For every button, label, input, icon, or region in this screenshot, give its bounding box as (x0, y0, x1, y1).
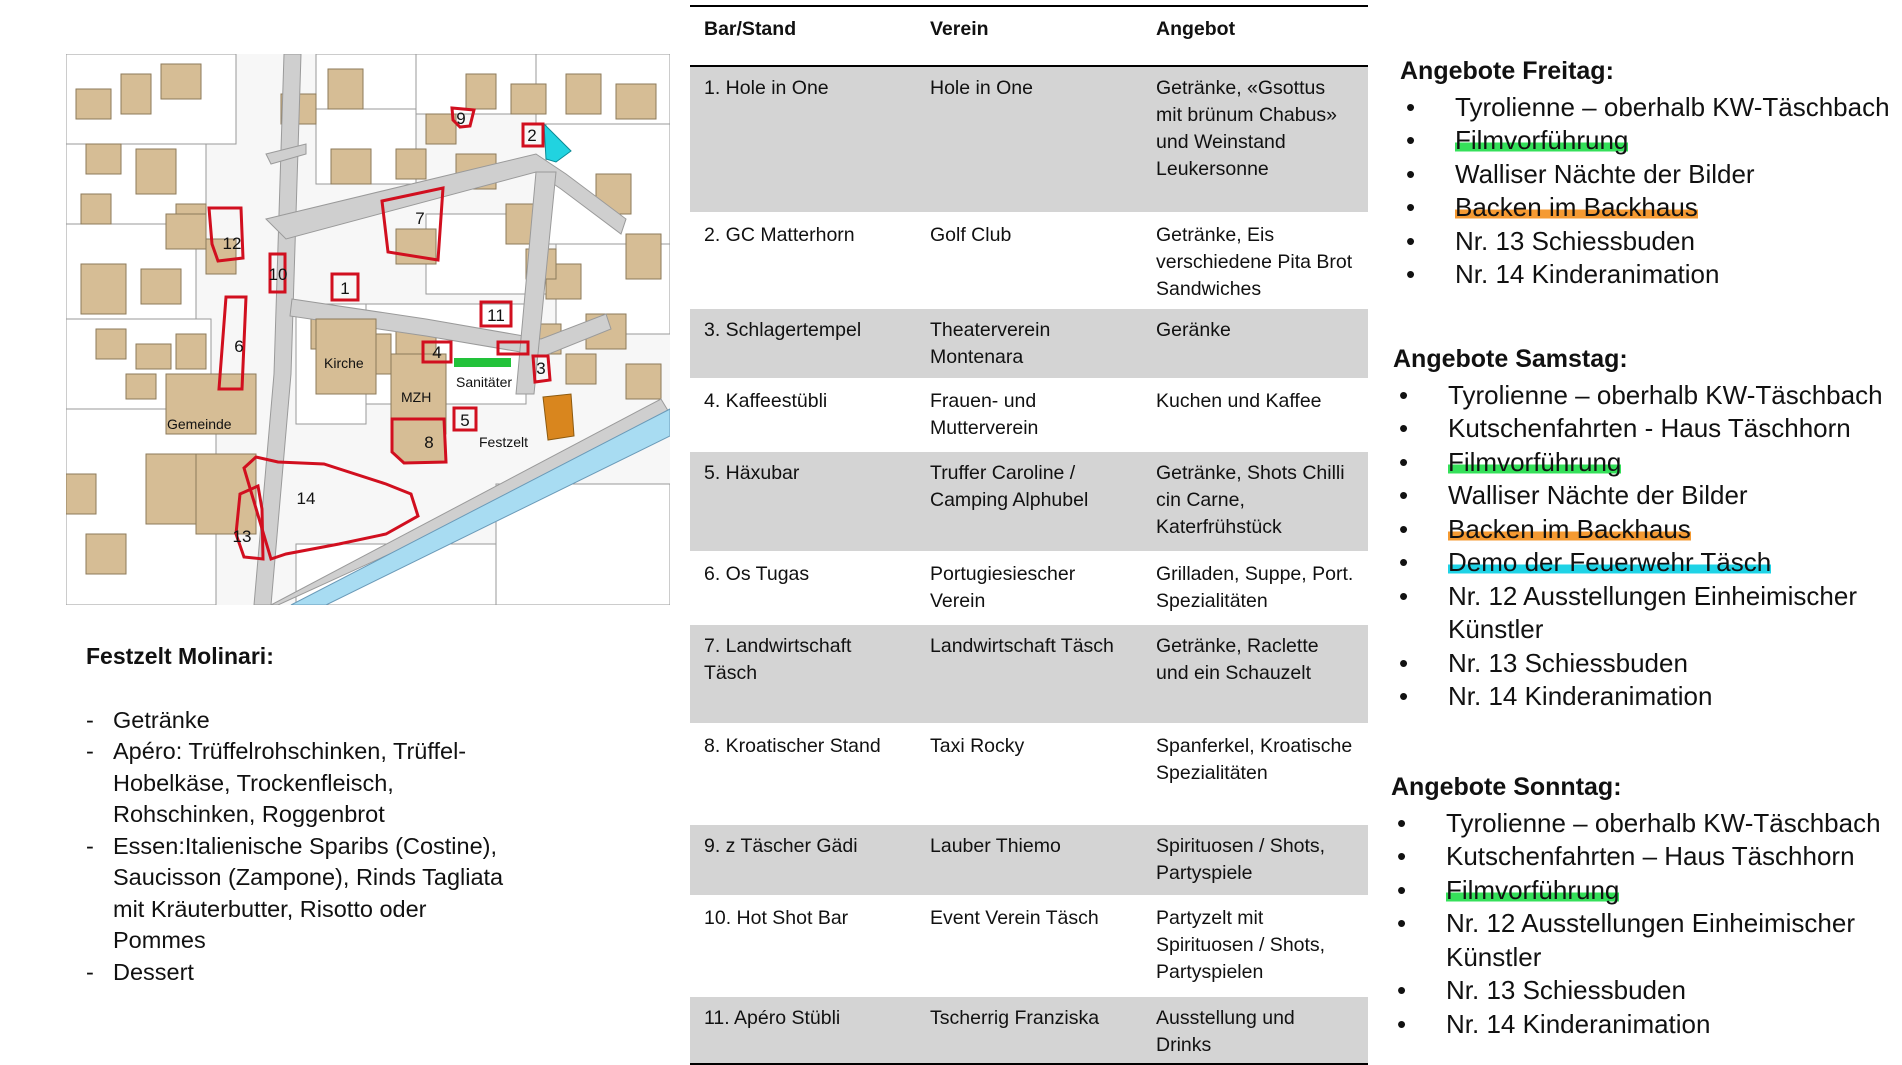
table-row (690, 724, 1368, 824)
cell-verein: Taxi Rocky (930, 735, 1025, 757)
cell-verein: Golf Club (930, 224, 1012, 246)
zone-number-4: 4 (432, 343, 442, 362)
header-bar-stand: Bar/Stand (690, 6, 916, 66)
list-item (1391, 840, 1891, 874)
list-item: - Dessert (86, 957, 506, 989)
list-item (1393, 546, 1893, 580)
list-item-text: Walliser Nächte der Bilder (1448, 480, 1748, 510)
list-item (1400, 158, 1900, 192)
cell-verein: Tscherrig Franziska (916, 996, 1142, 1064)
list-item-text: Backen im Backhaus (1455, 192, 1698, 222)
list-item-text: Nr. 13 Schiessbuden (1446, 975, 1686, 1005)
zone-number-7: 7 (415, 209, 425, 228)
list-item-text: Nr. 14 Kinderanimation (1448, 681, 1713, 711)
list-item (1391, 1008, 1891, 1042)
list-item-text: Nr. 14 Kinderanimation (1446, 1008, 1711, 1039)
map-label-sanitaeter: Sanitäter (456, 374, 513, 390)
list-item: - Getränke (86, 705, 506, 737)
list-item-text: Walliser Nächte der Bilder (1455, 158, 1755, 189)
zone-number-9: 9 (456, 109, 466, 128)
list-item (1400, 124, 1900, 158)
list-item-text: Nr. 12 Ausstellungen Einheimischer Künstler (1446, 908, 1856, 972)
list-item (1393, 446, 1893, 480)
list-item: - Essen:Italienische Sparibs (Costine), Saucisson (Zampone), Rinds Tagliata mit Kräuterbutter, Risotto oder Pommes (86, 831, 506, 957)
cell-bar: 7. Landwirtschaft Täsch (690, 624, 916, 724)
list-item-text: Tyrolienne – oberhalb KW-Täschbach (1455, 91, 1890, 122)
cell-angebot: Getränke, Shots Chilli cin Carne, Katerfrühstück (1142, 451, 1368, 552)
table-row (690, 213, 1368, 308)
zone-number-2: 2 (527, 126, 537, 145)
list-item (1400, 91, 1900, 125)
angebote-sonntag (1391, 771, 1891, 1041)
list-item-text: Kutschenfahrten – Haus Täschhorn (1446, 841, 1855, 871)
table-row (690, 66, 1368, 213)
zone-number-11: 11 (487, 306, 505, 325)
festzelt-title: Festzelt Molinari: (86, 643, 274, 669)
cell-angebot: Grilladen, Suppe, Port. Spezialitäten (1156, 563, 1354, 612)
cell-bar: 11. Apéro Stübli (690, 996, 916, 1064)
map-label-kirche: Kirche (324, 355, 364, 371)
table-row (690, 451, 1368, 552)
cell-angebot: Getränke, «Gsottus mit brünum Chabus» und Weinstand Leukersonne (1142, 66, 1368, 213)
list-item (1400, 191, 1900, 225)
list-item (1400, 225, 1900, 259)
cell-bar: 4. Kaffeestübli (704, 390, 828, 412)
bars-table-container (690, 5, 1368, 1065)
list-item-text: Demo der Feuerwehr Täsch (1448, 547, 1772, 577)
sonntag-list (1391, 807, 1891, 1042)
cell-angebot: Kuchen und Kaffee (1156, 390, 1322, 412)
sanitaeter-marker (454, 358, 511, 367)
cell-bar: 6. Os Tugas (704, 563, 810, 585)
site-map (66, 54, 670, 605)
freitag-title: Angebote Freitag: (1400, 57, 1614, 85)
cell-angebot: Getränke, Eis verschiedene Pita Brot Sandwiches (1156, 224, 1353, 300)
cell-angebot: Geränke (1142, 308, 1368, 379)
list-item (1393, 513, 1893, 547)
list-item (1393, 412, 1893, 446)
list-item (1391, 974, 1891, 1008)
list-item (1393, 580, 1893, 647)
cell-angebot: Spanferkel, Kroatische Spezialitäten (1156, 735, 1353, 784)
samstag-list (1393, 379, 1893, 714)
list-item-text: Nr. 14 Kinderanimation (1455, 259, 1720, 289)
cell-bar: 9. z Täscher Gädi (690, 824, 916, 896)
list-item (1393, 479, 1893, 513)
list-item (1391, 907, 1891, 974)
zone-number-12: 12 (222, 234, 242, 253)
angebote-samstag (1393, 343, 1893, 714)
orange-area (543, 394, 574, 440)
festzelt-list (86, 705, 506, 989)
cell-bar: 5. Häxubar (690, 451, 916, 552)
cell-angebot: Partyzelt mit Spirituosen / Shots, Partyspielen (1156, 907, 1326, 983)
zone-number-13: 13 (232, 527, 252, 546)
list-item-text: Tyrolienne – oberhalb KW-Täschbach (1448, 379, 1883, 410)
list-item-text: Filmvorführung (1448, 446, 1622, 477)
header-verein: Verein (916, 6, 1142, 66)
freitag-list (1400, 91, 1900, 292)
zone-number-14: 14 (296, 489, 316, 508)
list-item-text: Tyrolienne – oberhalb KW-Täschbach (1446, 807, 1881, 838)
list-item (1393, 379, 1893, 413)
map-label-mzh: MZH (401, 389, 432, 405)
zone-number-8: 8 (424, 433, 434, 452)
table-row (690, 824, 1368, 896)
table-row (690, 896, 1368, 996)
table-row (690, 552, 1368, 624)
cell-bar: 8. Kroatischer Stand (704, 735, 881, 757)
table-header-row (690, 6, 1368, 66)
zone-number-1: 1 (340, 279, 350, 298)
list-item-text: Kutschenfahrten - Haus Täschhorn (1448, 413, 1851, 443)
list-item-text: Filmvorführung (1455, 125, 1629, 155)
header-angebot: Angebot (1142, 6, 1368, 66)
list-item-text: Nr. 13 Schiessbuden (1455, 225, 1695, 256)
angebote-freitag (1400, 55, 1900, 292)
cell-verein: Portugiesiescher Verein (930, 563, 1076, 612)
zone-number-6: 6 (234, 337, 244, 356)
table-row (690, 624, 1368, 724)
table-row (690, 379, 1368, 451)
cell-bar: 3. Schlagertempel (690, 308, 916, 379)
cell-verein: Theaterverein Montenara (916, 308, 1142, 379)
cell-bar: 1. Hole in One (690, 66, 916, 213)
list-item-text: Nr. 13 Schiessbuden (1448, 647, 1688, 678)
list-item (1391, 807, 1891, 841)
cell-angebot: Spirituosen / Shots, Partyspiele (1142, 824, 1368, 896)
zone-8 (392, 419, 446, 463)
list-item: - Apéro: Trüffelrohschinken, Trüffel- Hobelkäse, Trockenfleisch, Rohschinken, Roggenbrot (86, 736, 506, 831)
cell-angebot: Ausstellung und Drinks (1142, 996, 1368, 1064)
cell-verein: Truffer Caroline / Camping Alphubel (916, 451, 1142, 552)
table-row (690, 308, 1368, 379)
cell-verein: Event Verein Täsch (930, 907, 1099, 929)
cell-verein: Frauen- und Mutterverein (930, 390, 1039, 439)
zone-number-5: 5 (460, 411, 470, 430)
zone-number-3: 3 (536, 359, 546, 378)
zone-number-10: 10 (268, 265, 288, 284)
list-item (1393, 647, 1893, 681)
list-item-text: Filmvorführung (1446, 874, 1620, 905)
list-item (1393, 680, 1893, 714)
table-row (690, 996, 1368, 1064)
list-item-text: Nr. 12 Ausstellungen Einheimischer Künstler (1448, 580, 1858, 644)
list-item-text: Backen im Backhaus (1448, 513, 1691, 544)
list-item (1400, 258, 1900, 292)
bars-table (690, 5, 1368, 1065)
samstag-title: Angebote Samstag: (1393, 345, 1628, 373)
cell-verein: Lauber Thiemo (916, 824, 1142, 896)
map-label-festzelt: Festzelt (479, 434, 529, 450)
sonntag-title: Angebote Sonntag: (1391, 773, 1622, 801)
map-label-gemeinde: Gemeinde (167, 416, 232, 432)
cell-bar: 2. GC Matterhorn (704, 224, 855, 246)
cell-verein: Hole in One (916, 66, 1142, 213)
list-item (1391, 874, 1891, 908)
festzelt-section (86, 641, 506, 988)
cell-angebot: Getränke, Raclette und ein Schauzelt (1142, 624, 1368, 724)
cell-verein: Landwirtschaft Täsch (916, 624, 1142, 724)
cell-bar: 10. Hot Shot Bar (704, 907, 849, 929)
